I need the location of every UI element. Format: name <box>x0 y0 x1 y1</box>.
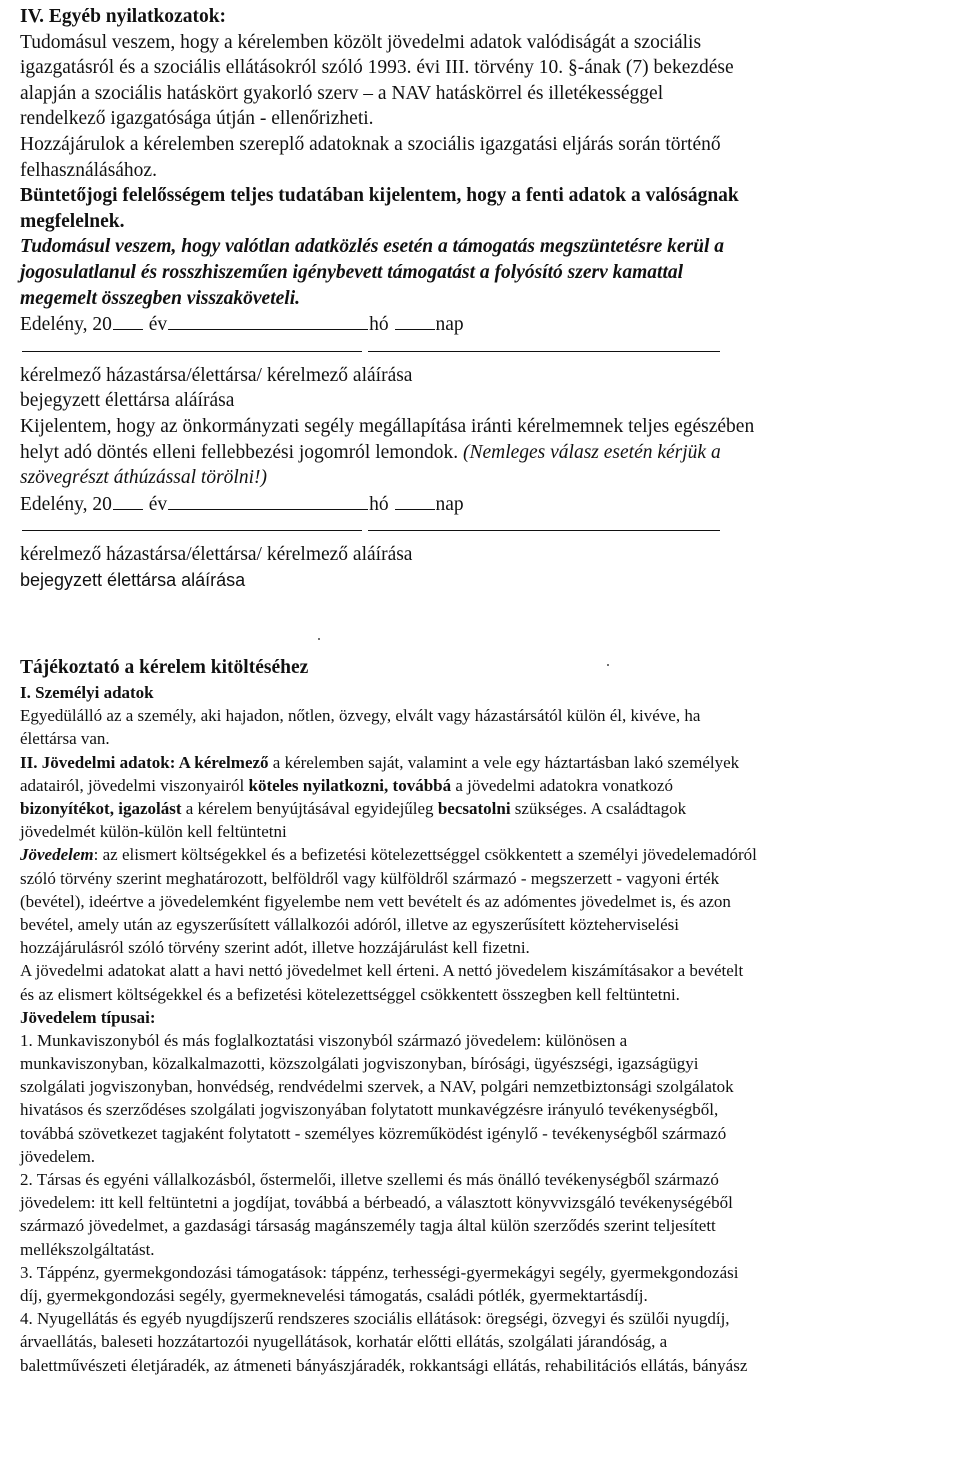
waiver-note-line: szövegrészt áthúzással törölni!) <box>20 467 268 489</box>
info-line <box>20 843 935 866</box>
signature-line-left[interactable] <box>22 351 362 352</box>
income-text: a kérelemben saját, valamint a vele egy háztartásban lakó személyek <box>268 752 740 772</box>
types-line: 3. Táppénz, gyermekgondozási támogatások: táppénz, terhességi-gyermekágyi segély, gyermekgondozási <box>20 1262 739 1282</box>
scan-speck <box>607 664 609 666</box>
waiver-line <box>20 440 935 466</box>
month-blank[interactable] <box>168 491 368 510</box>
signature-label: kérelmező házastársa/élettársa/ kérelmező aláírása <box>20 364 413 386</box>
date-nap-label: nap <box>435 493 464 515</box>
info-line: bevétel, amely után az egyszerűsített vállalkozói adóról, illetve az egyszerűsített közteherviselési <box>20 914 679 934</box>
date-line <box>20 491 935 517</box>
income-heading: II. Jövedelmi adatok: <box>20 752 176 772</box>
date-ev-label: év <box>148 314 168 336</box>
types-line: 4. Nyugellátás és egyéb nyugdíjszerű rendszeres szociális ellátások: öregségi, özvegyi és szülői nyugdíj, <box>20 1309 730 1329</box>
statement-line: igazgatásról és a szociális ellátásokról szóló 1993. évi III. törvény 10. §-ának (7) bekezdése <box>20 57 734 79</box>
date-ho-label: hó <box>369 314 389 336</box>
types-line: jövedelem: itt kell feltüntetni a jogdíjat, továbbá a bérbeadó, a választott könyvvizsgáló tevékenységéből <box>20 1193 733 1213</box>
info-line: hozzájárulásról szóló törvény szerint adót, illetve hozzájárulást kell fizetni. <box>20 938 530 958</box>
statement-line: Tudomásul veszem, hogy a kérelemben közölt jövedelmi adatok valódiságát a szociális <box>20 31 702 53</box>
statement-line: Hozzájárulok a kérelemben szereplő adatoknak a szociális igazgatási eljárás során történő <box>20 133 721 155</box>
section-iv <box>20 4 935 593</box>
types-line: hivatásos és szerződéses szolgálati jogviszonyában folytatott munkavégzésre irányuló tevékenységből, <box>20 1100 719 1120</box>
section-iv-title: IV. Egyéb nyilatkozatok: <box>20 6 227 27</box>
info-line: és az elismert költségekkel és a befizetési kötelezettséggel csökkentett összegben kell feltüntetni. <box>20 984 680 1004</box>
statement-line: felhasználásához. <box>20 159 157 181</box>
info-line: szóló törvény szerint meghatározott, belföldről vagy külföldről származó - megszerzett - vagyoni érték <box>20 868 720 888</box>
date-line <box>20 311 935 337</box>
types-line: származó jövedelmet, a gazdasági társaság magánszemély tagja által külön szerződés szerint teljesített <box>20 1216 716 1236</box>
signature-line-right[interactable] <box>368 351 720 352</box>
types-line: díj, gyermekgondozási segély, gyermeknevelési támogatás, családi pótlék, gyermektartásdíj. <box>20 1285 648 1305</box>
signature-label: bejegyzett élettársa aláírása <box>20 390 235 412</box>
info-section <box>20 681 935 1377</box>
types-line: mellékszolgáltatást. <box>20 1239 155 1259</box>
info-title: Tájékoztató a kérelem kitöltéséhez <box>20 657 309 679</box>
date-place-year: Edelény, 20 <box>20 314 112 336</box>
income-text-bold: bizonyítékot, igazolást <box>20 799 182 818</box>
day-blank[interactable] <box>395 311 435 330</box>
info-line: Egyedülálló az a személy, aki hajadon, nőtlen, özvegy, elvált vagy házastársától külön él, kivéve, ha <box>20 706 701 726</box>
year-blank[interactable] <box>113 311 143 330</box>
info-line: élettársa van. <box>20 729 110 749</box>
info-line: (bevétel), ideértve a jövedelemként figyelembe nem vett bevételt és az adómentes jövedelmet is, és azon <box>20 891 731 911</box>
day-blank[interactable] <box>395 491 435 510</box>
date-place-year: Edelény, 20 <box>20 493 112 515</box>
types-line: árvaellátás, baleseti hozzátartozói nyugellátások, korhatár előtti ellátás, szolgálati járandóság, a <box>20 1332 668 1352</box>
income-text-bold: becsatolni <box>437 799 511 818</box>
types-line: továbbá szövetkezet tagjaként folytatott - személyes közreműködést igénylő - tevékenységből származó <box>20 1123 727 1143</box>
info-line <box>20 797 935 820</box>
date-nap-label: nap <box>435 314 464 336</box>
statement-line: rendelkező igazgatósága útján - ellenőrizheti. <box>20 108 374 130</box>
signature-line-right[interactable] <box>368 530 720 531</box>
document-page <box>20 4 935 1377</box>
warning-statement-line: megemelt összegben visszaköveteli. <box>20 287 300 309</box>
waiver-text: helyt adó döntés elleni fellebbezési jogomról lemondok. <box>20 441 463 463</box>
year-blank[interactable] <box>113 491 143 510</box>
jovedelem-text: : az elismert költségekkel és a befizetési kötelezettséggel csökkentett a személyi jövedelemadóról <box>93 845 757 865</box>
income-text-bold: A kérelmező <box>175 752 269 772</box>
waiver-note: (Nemleges válasz esetén kérjük a <box>462 441 721 463</box>
types-line: jövedelem. <box>20 1146 96 1166</box>
statement-line: alapján a szociális hatáskört gyakorló szerv – a NAV hatáskörrel és illetékességgel <box>20 82 664 104</box>
income-text: adatairól, jövedelmi viszonyairól <box>20 775 249 795</box>
waiver-line: Kijelentem, hogy az önkormányzati segély megállapítása iránti kérelmemnek teljes egészében <box>20 415 755 437</box>
signature-lines <box>20 516 935 542</box>
signature-label: bejegyzett élettársa aláírása <box>20 569 246 590</box>
info-line <box>20 751 935 774</box>
info-line: jövedelmét külön-külön kell feltüntetni <box>20 822 287 842</box>
income-text: a jövedelmi adatokra vonatkozó <box>451 775 673 795</box>
info-title-block <box>20 655 935 681</box>
income-text: szükséges. A családtagok <box>510 799 687 818</box>
warning-statement-line: Tudomásul veszem, hogy valótlan adatközlés esetén a támogatás megszüntetésre kerül a <box>20 236 724 258</box>
types-line: munkaviszonyban, közalkalmazotti, közszolgálati jogviszonyban, bírósági, ügyészségi, igazságügyi <box>20 1054 699 1074</box>
income-text-bold: köteles nyilatkozni, továbbá <box>248 775 452 795</box>
types-line: szolgálati jogviszonyban, honvédség, rendvédelmi szervek, a NAV, polgári nemzetbiztonsági szolgálatok <box>20 1077 734 1097</box>
jovedelem-term: Jövedelem <box>20 845 94 865</box>
types-line: balettművészeti életjáradék, az átmeneti bányászjáradék, rokkantsági ellátás, rehabilitációs ellátás, bányász <box>20 1355 748 1375</box>
info-line <box>20 774 935 797</box>
warning-statement-line: jogosulatlanul és rosszhiszeműen igénybevett támogatást a folyósító szerv kamattal <box>20 261 684 283</box>
scan-speck <box>318 638 320 640</box>
income-text: a kérelem benyújtásával egyidejűleg <box>181 799 438 818</box>
personal-heading: I. Személyi adatok <box>20 683 154 703</box>
date-ev-label: év <box>148 493 168 515</box>
section-gap <box>20 593 935 655</box>
month-blank[interactable] <box>168 311 368 330</box>
signature-label: kérelmező házastársa/élettársa/ kérelmező aláírása <box>20 544 413 566</box>
types-heading: Jövedelem típusai: <box>20 1007 156 1027</box>
signature-line-left[interactable] <box>22 530 362 531</box>
types-line: 2. Társas és egyéni vállalkozásból, őstermelői, illetve szellemi és más önálló tevékenységből származó <box>20 1170 719 1189</box>
liability-statement-line: Büntetőjogi felelősségem teljes tudatában kijelentem, hogy a fenti adatok a valóságnak <box>20 185 739 207</box>
date-ho-label: hó <box>369 493 389 515</box>
liability-statement-line: megfelelnek. <box>20 210 125 232</box>
info-line: A jövedelmi adatokat alatt a havi nettó jövedelmet kell érteni. A nettó jövedelem kiszámításakor a bevételt <box>20 961 744 981</box>
signature-lines <box>20 337 935 363</box>
types-line: 1. Munkaviszonyból és más foglalkoztatási viszonyból származó jövedelem: különösen a <box>20 1030 628 1050</box>
